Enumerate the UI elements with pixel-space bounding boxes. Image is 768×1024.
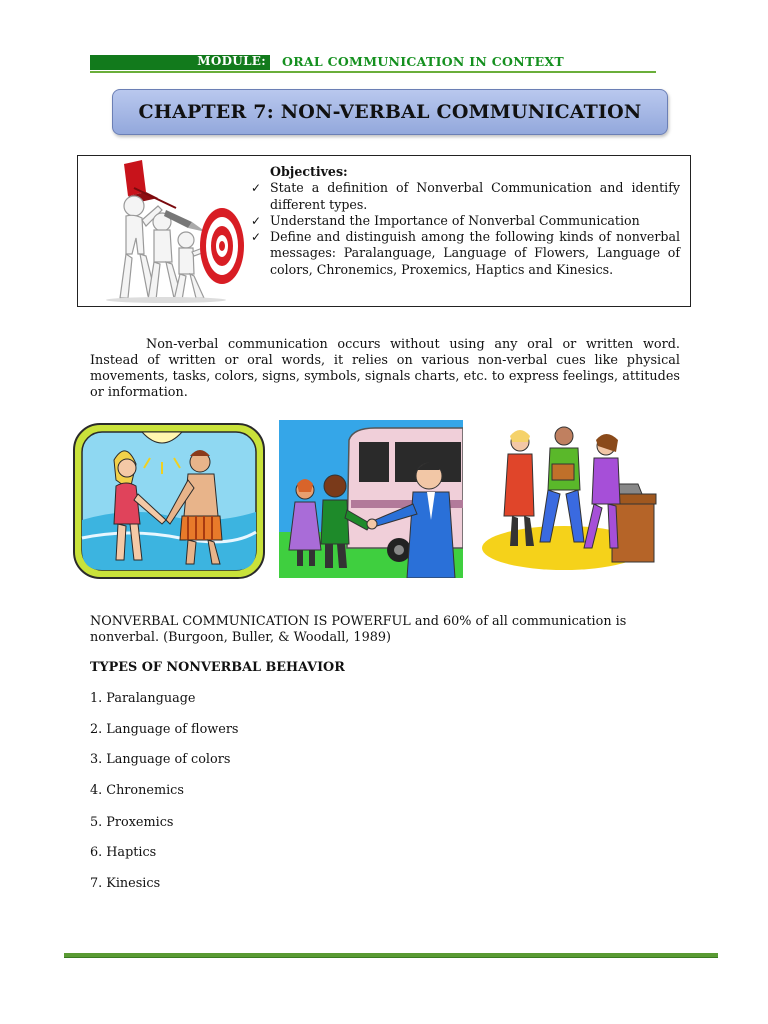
objective-text: Define and distinguish among the following kinds of nonverbal messages: Paralanguage, Language of Flowers, Language of colors, Chronemics, Proxemics, Haptics and Kinesics. <box>270 229 680 277</box>
type-item-proxemics: 5. Proxemics <box>90 815 174 830</box>
type-item-flowers: 2. Language of flowers <box>90 722 239 737</box>
module-title: ORAL COMMUNICATION IN CONTEXT <box>282 54 564 69</box>
intro-paragraph <box>90 337 680 401</box>
target-icon <box>200 208 244 284</box>
chapter-banner <box>112 89 668 135</box>
chapter-title: CHAPTER 7: NON-VERBAL COMMUNICATION <box>138 101 642 123</box>
module-label: MODULE: <box>197 54 266 68</box>
objectives-text <box>248 164 680 278</box>
objective-text: State a definition of Nonverbal Communication and identify different types. <box>270 180 680 212</box>
powerful-statement: NONVERBAL COMMUNICATION IS POWERFUL and 60% of all communication is nonverbal. (Burgoon, Buller, & Woodall, 1989) <box>90 614 627 645</box>
objectives-heading: Objectives: <box>270 164 348 179</box>
checkmark-icon: ✓ <box>251 230 262 245</box>
bus-greeting-illustration <box>279 420 463 578</box>
objective-item <box>248 229 680 278</box>
type-item-paralanguage: 1. Paralanguage <box>90 691 196 706</box>
group-talking-illustration <box>478 424 664 574</box>
type-item-haptics: 6. Haptics <box>90 845 157 860</box>
objective-text: Understand the Importance of Nonverbal Communication <box>270 212 640 228</box>
type-item-colors: 3. Language of colors <box>90 752 231 767</box>
objective-item <box>248 180 680 213</box>
type-item-kinesics: 7. Kinesics <box>90 876 161 891</box>
type-item-chronemics: 4. Chronemics <box>90 783 184 798</box>
footer-divider <box>64 953 718 958</box>
beach-couple-illustration <box>70 420 268 582</box>
checkmark-icon: ✓ <box>251 213 262 228</box>
objectives-box <box>77 155 691 307</box>
intro-text: Non-verbal communication occurs without using any oral or written word. Instead of written or oral words, it relies on various non-verbal cues like physical movements, tasks, colors, signs, symbols, signals charts, etc. to express feelings, attitudes or information. <box>90 337 680 400</box>
objective-item <box>248 213 680 229</box>
checkmark-icon: ✓ <box>251 181 262 196</box>
types-heading: TYPES OF NONVERBAL BEHAVIOR <box>90 660 345 675</box>
module-divider <box>90 71 656 73</box>
stick-figures-target-icon <box>96 158 246 304</box>
